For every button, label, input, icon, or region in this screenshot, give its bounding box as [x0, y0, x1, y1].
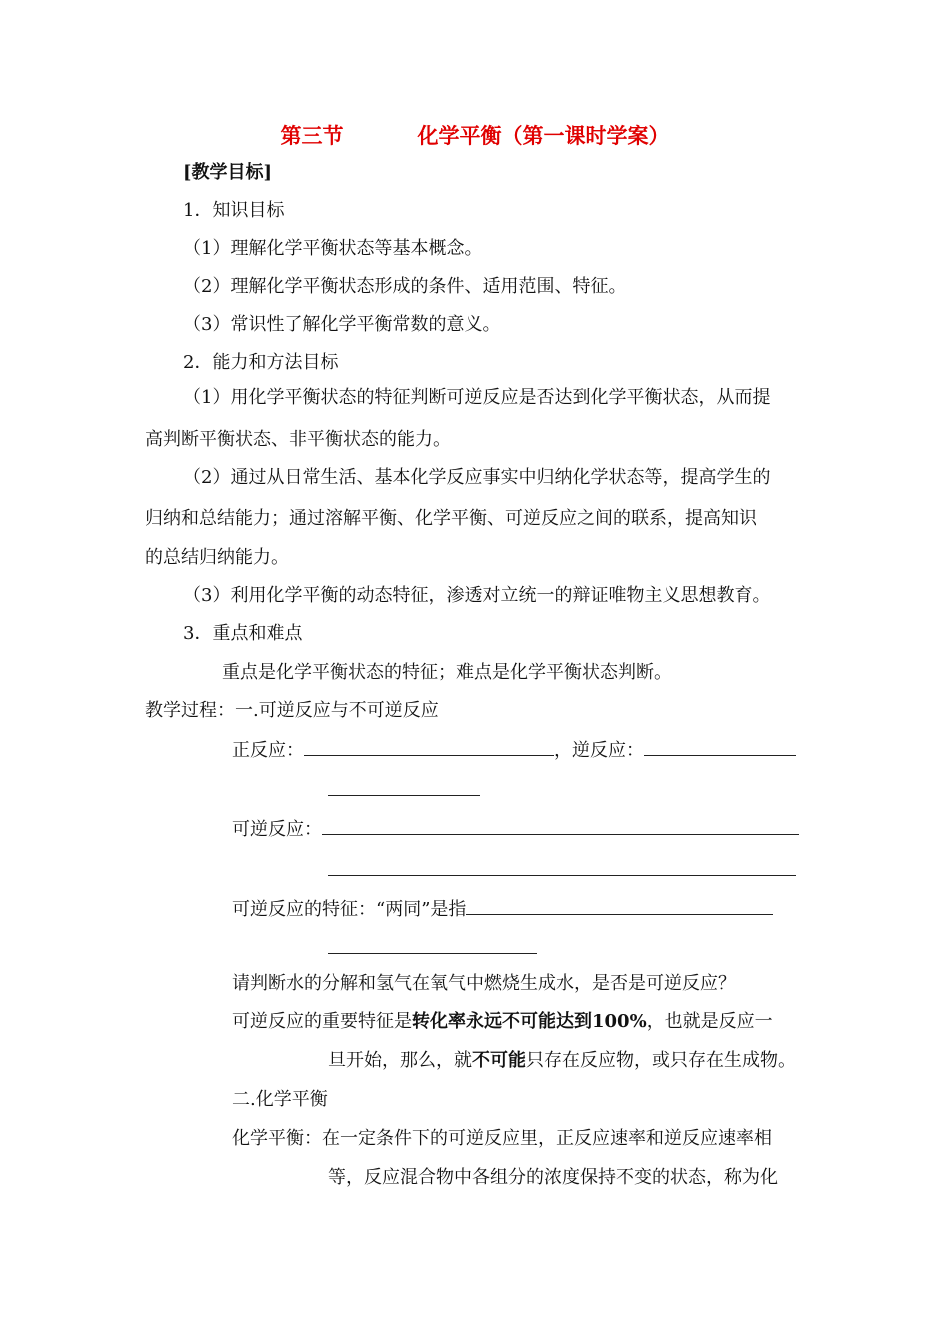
forward-label: 正反应： — [232, 740, 304, 761]
process-heading: 教学过程：一.可逆反应与不可逆反应 — [145, 700, 439, 721]
reverse-blank-continuation[interactable] — [328, 795, 480, 796]
ability-item-3: （3）利用化学平衡的动态特征，渗透对立统一的辩证唯物主义思想教育。 — [183, 585, 771, 606]
equilibrium-heading: 二.化学平衡 — [232, 1089, 328, 1110]
page-title — [0, 120, 950, 150]
feature-blank-continuation[interactable] — [328, 953, 537, 954]
key-points-text: 重点是化学平衡状态的特征；难点是化学平衡状态判断。 — [222, 662, 672, 683]
important-feature-line-2 — [328, 1048, 796, 1074]
ability-item-2-line-1: （2）通过从日常生活、基本化学反应事实中归纳化学状态等，提高学生的 — [183, 467, 771, 488]
forward-blank[interactable] — [304, 736, 554, 756]
knowledge-item: （2）理解化学平衡状态形成的条件、适用范围、特征。 — [183, 276, 627, 297]
objectives-heading: [教学目标] — [183, 162, 273, 183]
key-points-heading: 3．重点和难点 — [183, 623, 303, 644]
equilibrium-definition-line-2: 等，反应混合物中各组分的浓度保持不变的状态，称为化 — [328, 1167, 778, 1188]
knowledge-heading: 1．知识目标 — [183, 200, 285, 221]
once-text-end: 只存在反应物，或只存在生成物。 — [526, 1050, 796, 1071]
ability-heading: 2．能力和方法目标 — [183, 352, 339, 373]
reversible-line — [232, 815, 799, 843]
important-text: 可逆反应的重要特征是 — [232, 1011, 412, 1032]
important-text-end: ，也就是反应一 — [646, 1011, 773, 1032]
important-feature-line — [232, 1009, 773, 1035]
reverse-blank[interactable] — [644, 736, 796, 756]
important-emphasis: 转化率永远不可能达到100% — [412, 1011, 647, 1032]
equilibrium-definition-line-1: 化学平衡：在一定条件下的可逆反应里，正反应速率和逆反应速率相 — [232, 1128, 772, 1149]
ability-item-2-line-3: 的总结归纳能力。 — [145, 547, 289, 568]
ability-item-1-line-2: 高判断平衡状态、非平衡状态的能力。 — [145, 429, 451, 450]
reversible-label: 可逆反应： — [232, 819, 322, 840]
feature-blank[interactable] — [466, 895, 773, 915]
knowledge-item: （3）常识性了解化学平衡常数的意义。 — [183, 314, 501, 335]
reverse-label: ，逆反应： — [554, 740, 644, 761]
once-text: 旦开始，那么，就 — [328, 1050, 472, 1071]
question-text: 请判断水的分解和氢气在氧气中燃烧生成水，是否是可逆反应？ — [232, 973, 736, 994]
knowledge-item: （1）理解化学平衡状态等基本概念。 — [183, 238, 483, 259]
feature-line — [232, 895, 773, 923]
reversible-blank[interactable] — [322, 815, 799, 835]
feature-label: 可逆反应的特征：“两同”是指 — [232, 899, 467, 920]
ability-item-1-line-1: （1）用化学平衡状态的特征判断可逆反应是否达到化学平衡状态，从而提 — [183, 387, 771, 408]
title-section: 第三节 — [280, 123, 344, 148]
forward-reverse-line — [232, 736, 796, 764]
once-emphasis: 不可能 — [472, 1050, 526, 1071]
ability-item-2-line-2: 归纳和总结能力；通过溶解平衡、化学平衡、可逆反应之间的联系，提高知识 — [145, 508, 757, 529]
title-topic: 化学平衡（第一课时学案） — [417, 123, 670, 148]
reversible-blank-continuation[interactable] — [328, 875, 796, 876]
